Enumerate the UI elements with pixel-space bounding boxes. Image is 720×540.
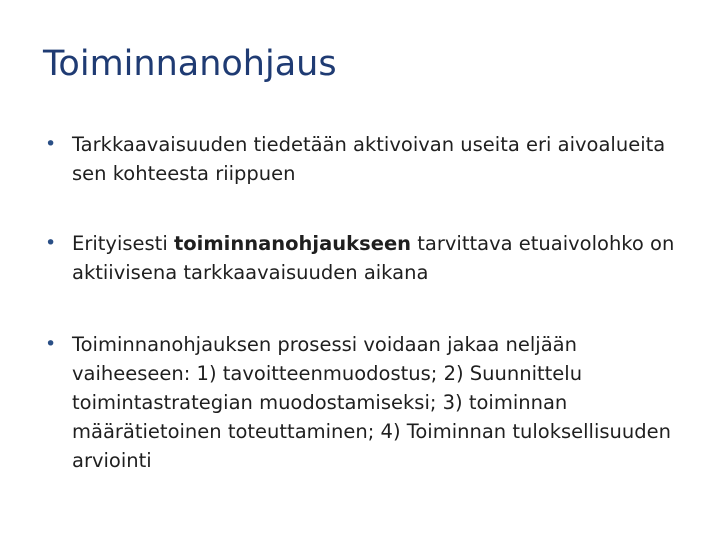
bullet-dot-icon: •	[45, 333, 57, 355]
bullet-item-3	[45, 330, 685, 475]
bullet-text-2-prefix: Erityisesti	[72, 232, 174, 255]
bullet-text-2-emphasis: toiminnanohjaukseen	[173, 232, 412, 255]
bullet-item-2	[45, 229, 685, 287]
bullet-item-1	[45, 130, 685, 188]
bullet-text-2	[72, 229, 685, 287]
bullet-text-3: Toiminnanohjauksen prosessi voidaan jakaa neljään vaiheeseen: 1) tavoitteenmuodostus; 2) Suunnittelu toimintastrategian muodostamiseksi; 3) toiminnan määrätietoinen toteuttaminen; 4) Toiminnan tuloksellisuuden arviointi	[72, 333, 672, 472]
bullet-text-2-suffix: tarvittava etuaivolohko on aktiivisena tarkkaavaisuuden aikana	[72, 232, 675, 284]
slide-title: Toiminnanohjaus	[43, 44, 337, 84]
bullet-dot-icon: •	[45, 232, 57, 254]
bullet-text-1: Tarkkaavaisuuden tiedetään aktivoivan useita eri aivoalueita sen kohteesta riippuen	[72, 133, 666, 185]
bullet-dot-icon: •	[45, 133, 57, 155]
